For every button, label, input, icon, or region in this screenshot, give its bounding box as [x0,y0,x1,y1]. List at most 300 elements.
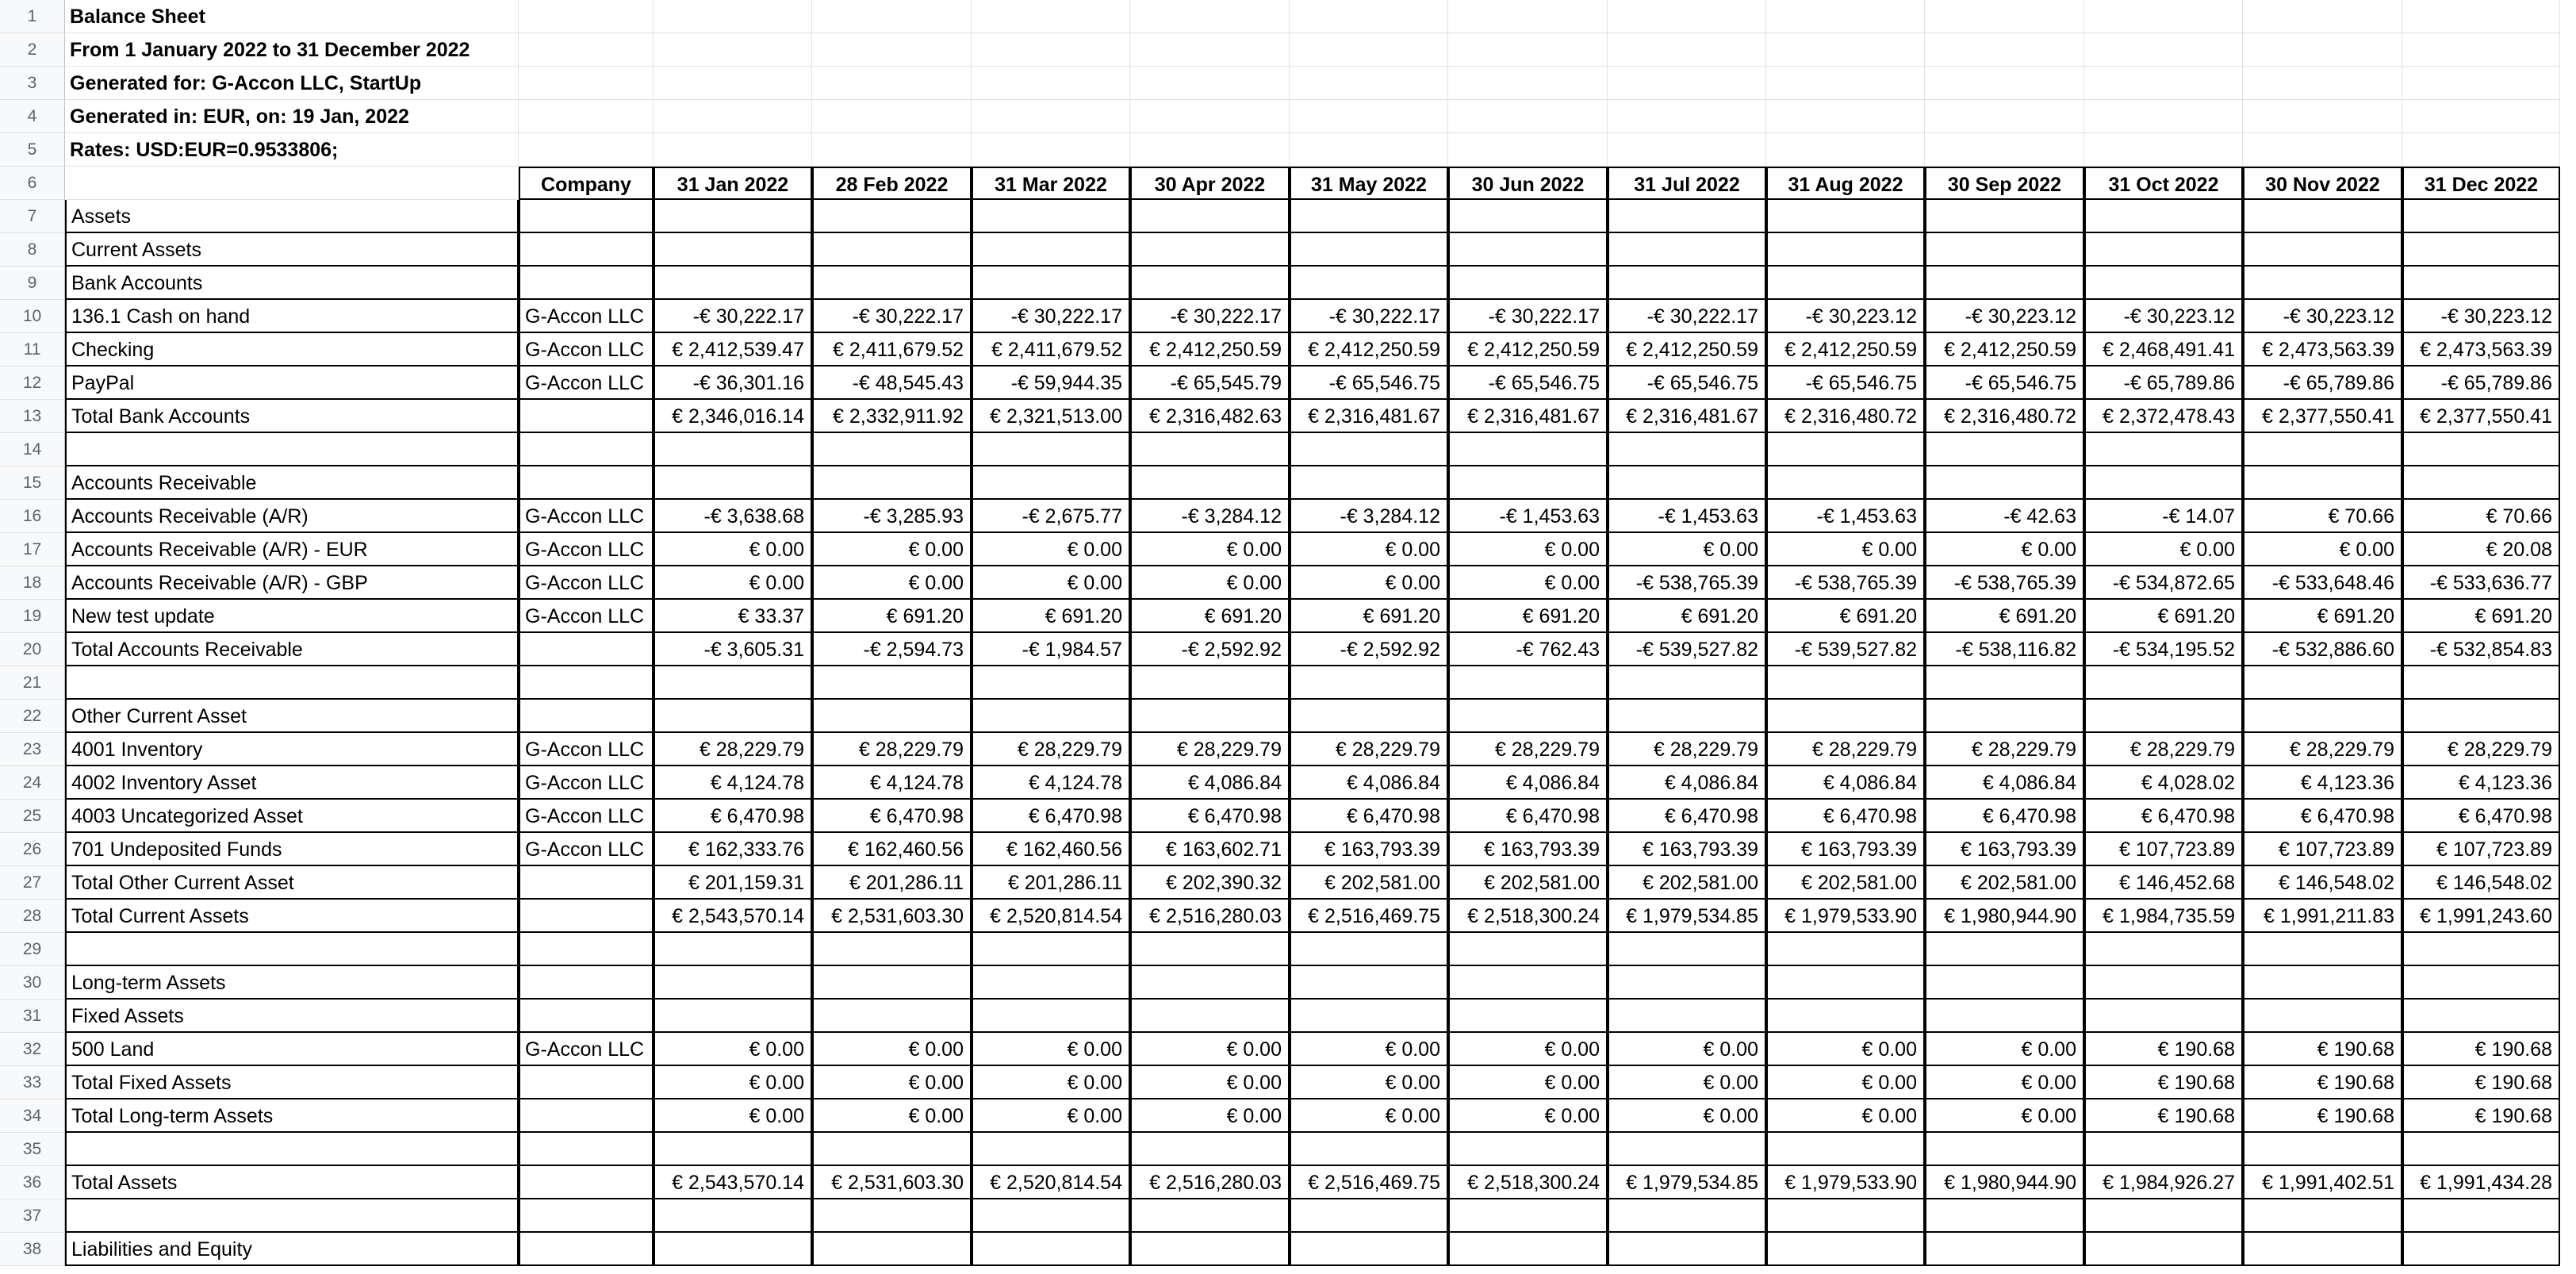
empty-cell[interactable] [1130,200,1290,233]
amount-cell[interactable]: € 190.68 [2243,1033,2402,1066]
amount-cell[interactable]: € 1,984,926.27 [2084,1166,2243,1199]
amount-cell[interactable]: € 691.20 [1130,600,1290,633]
row-number[interactable]: 27 [0,866,65,900]
empty-cell[interactable] [2402,267,2560,300]
amount-cell[interactable]: € 0.00 [1448,1066,1608,1099]
empty-cell[interactable] [812,267,972,300]
amount-cell[interactable]: € 6,470.98 [1130,800,1290,833]
empty-cell[interactable] [1290,666,1448,700]
empty-cell[interactable] [1290,33,1448,67]
amount-cell[interactable]: € 1,979,534.85 [1608,1166,1766,1199]
amount-cell[interactable]: -€ 30,222.17 [812,300,972,333]
amount-cell[interactable]: € 0.00 [1448,1099,1608,1133]
amount-cell[interactable]: € 2,412,250.59 [1130,333,1290,366]
amount-cell[interactable]: € 6,470.98 [2243,800,2402,833]
empty-cell[interactable] [812,700,972,733]
company-cell[interactable] [519,400,654,433]
account-label-cell[interactable]: Accounts Receivable (A/R) - GBP [65,566,519,600]
empty-cell[interactable] [2084,100,2243,133]
amount-cell[interactable]: € 4,124.78 [812,766,972,800]
empty-cell[interactable] [2402,233,2560,267]
row-number[interactable]: 11 [0,333,65,366]
empty-cell[interactable] [654,933,812,966]
amount-cell[interactable]: -€ 65,546.75 [1766,366,1925,400]
amount-cell[interactable]: € 0.00 [654,1066,812,1099]
amount-cell[interactable]: € 28,229.79 [972,733,1130,766]
amount-cell[interactable]: € 691.20 [2084,600,2243,633]
amount-cell[interactable]: € 1,979,533.90 [1766,900,1925,933]
company-cell[interactable] [519,200,654,233]
amount-cell[interactable]: € 1,991,211.83 [2243,900,2402,933]
empty-cell[interactable] [1925,33,2084,67]
report-meta-cell[interactable]: Balance Sheet [65,0,519,33]
amount-cell[interactable]: € 1,991,434.28 [2402,1166,2560,1199]
amount-cell[interactable]: -€ 1,984.57 [972,633,1130,666]
row-number[interactable]: 18 [0,566,65,600]
empty-cell[interactable] [1766,1233,1925,1266]
account-label-cell[interactable]: Total Bank Accounts [65,400,519,433]
amount-cell[interactable]: -€ 534,872.65 [2084,566,2243,600]
empty-cell[interactable] [1448,200,1608,233]
amount-cell[interactable]: € 201,159.31 [654,866,812,900]
account-label-cell[interactable] [65,933,519,966]
row-number[interactable]: 10 [0,300,65,333]
amount-cell[interactable]: -€ 30,223.12 [2084,300,2243,333]
company-cell[interactable] [519,700,654,733]
amount-cell[interactable]: € 2,518,300.24 [1448,900,1608,933]
amount-cell[interactable]: € 1,991,243.60 [2402,900,2560,933]
amount-cell[interactable]: -€ 48,545.43 [812,366,972,400]
company-cell[interactable] [519,466,654,500]
empty-cell[interactable] [654,100,812,133]
empty-cell[interactable] [972,267,1130,300]
amount-cell[interactable]: € 4,086.84 [1925,766,2084,800]
amount-cell[interactable]: € 146,548.02 [2402,866,2560,900]
company-cell[interactable] [519,1199,654,1233]
row-number[interactable]: 12 [0,366,65,400]
account-label-cell[interactable] [65,666,519,700]
amount-cell[interactable]: € 2,531,603.30 [812,1166,972,1199]
amount-cell[interactable]: € 107,723.89 [2243,833,2402,866]
empty-cell[interactable] [654,33,812,67]
amount-cell[interactable]: € 0.00 [812,1033,972,1066]
empty-cell[interactable] [654,200,812,233]
amount-cell[interactable]: € 146,548.02 [2243,866,2402,900]
empty-cell[interactable] [812,233,972,267]
amount-cell[interactable]: € 0.00 [654,533,812,566]
report-meta-cell[interactable]: From 1 January 2022 to 31 December 2022 [65,33,519,67]
row-number[interactable]: 4 [0,100,65,133]
account-label-cell[interactable]: Liabilities and Equity [65,1233,519,1266]
amount-cell[interactable]: € 28,229.79 [1448,733,1608,766]
empty-cell[interactable] [2084,0,2243,33]
amount-cell[interactable]: € 162,460.56 [812,833,972,866]
amount-cell[interactable]: -€ 65,789.86 [2084,366,2243,400]
empty-cell[interactable] [2084,233,2243,267]
amount-cell[interactable]: -€ 59,944.35 [972,366,1130,400]
amount-cell[interactable]: € 2,316,481.67 [1608,400,1766,433]
account-label-cell[interactable]: Assets [65,200,519,233]
amount-cell[interactable]: € 691.20 [2402,600,2560,633]
amount-cell[interactable]: € 107,723.89 [2402,833,2560,866]
empty-cell[interactable] [1608,1133,1766,1166]
amount-cell[interactable]: € 202,581.00 [1608,866,1766,900]
account-label-cell[interactable]: Checking [65,333,519,366]
company-cell[interactable] [519,633,654,666]
amount-cell[interactable]: € 2,473,563.39 [2243,333,2402,366]
empty-cell[interactable] [2243,666,2402,700]
empty-cell[interactable] [812,666,972,700]
empty-cell[interactable] [2243,200,2402,233]
empty-cell[interactable] [2243,0,2402,33]
empty-cell[interactable] [1290,1233,1448,1266]
empty-cell[interactable] [2084,433,2243,466]
row-number[interactable]: 13 [0,400,65,433]
empty-cell[interactable] [1608,433,1766,466]
company-cell[interactable] [519,866,654,900]
empty-cell[interactable] [519,0,654,33]
amount-cell[interactable]: € 190.68 [2243,1099,2402,1133]
empty-cell[interactable] [1130,133,1290,167]
empty-cell[interactable] [2402,1233,2560,1266]
amount-cell[interactable]: € 0.00 [1290,533,1448,566]
amount-cell[interactable]: € 691.20 [2243,600,2402,633]
amount-cell[interactable]: € 0.00 [972,566,1130,600]
amount-cell[interactable]: -€ 762.43 [1448,633,1608,666]
amount-cell[interactable]: € 28,229.79 [2084,733,2243,766]
empty-cell[interactable] [2243,67,2402,100]
amount-cell[interactable]: € 4,086.84 [1448,766,1608,800]
empty-cell[interactable] [1290,433,1448,466]
company-cell[interactable]: G-Accon LLC [519,566,654,600]
empty-cell[interactable] [972,33,1130,67]
empty-cell[interactable] [972,233,1130,267]
amount-cell[interactable]: € 2,377,550.41 [2402,400,2560,433]
amount-cell[interactable]: -€ 2,675.77 [972,500,1130,533]
empty-cell[interactable] [812,200,972,233]
amount-cell[interactable]: € 0.00 [654,1033,812,1066]
empty-cell[interactable] [654,1000,812,1033]
amount-cell[interactable]: € 162,460.56 [972,833,1130,866]
empty-cell[interactable] [1608,666,1766,700]
amount-cell[interactable]: € 2,316,481.67 [1290,400,1448,433]
empty-cell[interactable] [1608,267,1766,300]
empty-cell[interactable] [2402,67,2560,100]
company-cell[interactable] [519,1000,654,1033]
month-header[interactable]: 31 Jan 2022 [654,167,812,200]
empty-cell[interactable] [1130,33,1290,67]
report-meta-cell[interactable]: Generated for: G-Accon LLC, StartUp [65,67,519,100]
amount-cell[interactable]: € 691.20 [1925,600,2084,633]
amount-cell[interactable]: -€ 532,886.60 [2243,633,2402,666]
amount-cell[interactable]: -€ 30,222.17 [1608,300,1766,333]
amount-cell[interactable]: € 691.20 [1290,600,1448,633]
amount-cell[interactable]: -€ 3,285.93 [812,500,972,533]
empty-cell[interactable] [654,267,812,300]
amount-cell[interactable]: -€ 538,765.39 [1608,566,1766,600]
empty-cell[interactable] [1925,933,2084,966]
amount-cell[interactable]: € 2,516,469.75 [1290,900,1448,933]
row-number[interactable]: 5 [0,133,65,167]
amount-cell[interactable]: € 28,229.79 [1290,733,1448,766]
empty-cell[interactable] [1130,966,1290,1000]
amount-cell[interactable]: € 691.20 [972,600,1130,633]
empty-cell[interactable] [1290,200,1448,233]
empty-cell[interactable] [972,67,1130,100]
empty-cell[interactable] [654,666,812,700]
report-meta-cell[interactable]: Generated in: EUR, on: 19 Jan, 2022 [65,100,519,133]
amount-cell[interactable]: € 0.00 [1448,1033,1608,1066]
empty-cell[interactable] [2084,1133,2243,1166]
amount-cell[interactable]: € 190.68 [2402,1033,2560,1066]
amount-cell[interactable]: -€ 3,284.12 [1130,500,1290,533]
company-header[interactable]: Company [519,167,654,200]
amount-cell[interactable]: € 0.00 [972,1033,1130,1066]
row-number[interactable]: 19 [0,600,65,633]
amount-cell[interactable]: -€ 1,453.63 [1448,500,1608,533]
amount-cell[interactable]: -€ 538,765.39 [1925,566,2084,600]
row-number[interactable]: 21 [0,666,65,700]
amount-cell[interactable]: € 691.20 [1766,600,1925,633]
row-number[interactable]: 16 [0,500,65,533]
amount-cell[interactable]: € 4,086.84 [1766,766,1925,800]
company-cell[interactable] [519,1166,654,1199]
empty-cell[interactable] [1130,466,1290,500]
amount-cell[interactable]: € 28,229.79 [2402,733,2560,766]
amount-cell[interactable]: € 6,470.98 [2402,800,2560,833]
empty-cell[interactable] [654,466,812,500]
empty-cell[interactable] [972,1133,1130,1166]
amount-cell[interactable]: € 691.20 [1608,600,1766,633]
amount-cell[interactable]: € 2,372,478.43 [2084,400,2243,433]
row-number[interactable]: 6 [0,167,65,200]
amount-cell[interactable]: € 2,316,481.67 [1448,400,1608,433]
amount-cell[interactable]: -€ 533,648.46 [2243,566,2402,600]
empty-cell[interactable] [1130,1199,1290,1233]
empty-cell[interactable] [1925,233,2084,267]
empty-cell[interactable] [1608,1000,1766,1033]
empty-cell[interactable] [1925,433,2084,466]
amount-cell[interactable]: € 0.00 [812,1066,972,1099]
account-label-cell[interactable]: Current Assets [65,233,519,267]
empty-cell[interactable] [1925,666,2084,700]
amount-cell[interactable]: € 190.68 [2084,1099,2243,1133]
empty-cell[interactable] [1925,700,2084,733]
amount-cell[interactable]: -€ 30,223.12 [2402,300,2560,333]
amount-cell[interactable]: € 2,412,250.59 [1290,333,1448,366]
empty-cell[interactable] [812,100,972,133]
empty-cell[interactable] [2243,1199,2402,1233]
amount-cell[interactable]: -€ 2,592.92 [1130,633,1290,666]
amount-cell[interactable]: -€ 30,222.17 [1130,300,1290,333]
company-cell[interactable] [519,267,654,300]
row-number[interactable]: 23 [0,733,65,766]
amount-cell[interactable]: € 2,531,603.30 [812,900,972,933]
empty-cell[interactable] [972,433,1130,466]
amount-cell[interactable]: € 0.00 [1608,1099,1766,1133]
amount-cell[interactable]: € 70.66 [2243,500,2402,533]
company-cell[interactable] [519,900,654,933]
empty-cell[interactable] [812,1233,972,1266]
company-cell[interactable] [519,666,654,700]
empty-cell[interactable] [2084,1233,2243,1266]
amount-cell[interactable]: € 163,793.39 [1766,833,1925,866]
amount-cell[interactable]: € 2,412,250.59 [1608,333,1766,366]
empty-cell[interactable] [1448,433,1608,466]
empty-cell[interactable] [2402,700,2560,733]
company-cell[interactable]: G-Accon LLC [519,366,654,400]
amount-cell[interactable]: € 2,516,469.75 [1290,1166,1448,1199]
company-cell[interactable]: G-Accon LLC [519,800,654,833]
empty-cell[interactable] [972,466,1130,500]
amount-cell[interactable]: -€ 30,223.12 [1766,300,1925,333]
empty-cell[interactable] [2402,966,2560,1000]
amount-cell[interactable]: € 4,124.78 [972,766,1130,800]
amount-cell[interactable]: € 2,316,480.72 [1766,400,1925,433]
month-header[interactable]: 28 Feb 2022 [812,167,972,200]
empty-cell[interactable] [1766,33,1925,67]
amount-cell[interactable]: -€ 65,789.86 [2243,366,2402,400]
empty-cell[interactable] [1608,67,1766,100]
empty-cell[interactable] [1766,1199,1925,1233]
account-label-cell[interactable]: 4002 Inventory Asset [65,766,519,800]
empty-cell[interactable] [519,33,654,67]
empty-cell[interactable] [1925,1000,2084,1033]
amount-cell[interactable]: € 6,470.98 [1290,800,1448,833]
amount-cell[interactable]: -€ 30,222.17 [654,300,812,333]
empty-cell[interactable] [1925,267,2084,300]
empty-cell[interactable] [2084,700,2243,733]
empty-cell[interactable] [1448,0,1608,33]
empty-cell[interactable] [1925,67,2084,100]
amount-cell[interactable]: € 163,793.39 [1448,833,1608,866]
amount-cell[interactable]: -€ 539,527.82 [1766,633,1925,666]
amount-cell[interactable]: € 2,518,300.24 [1448,1166,1608,1199]
account-label-cell[interactable]: Total Other Current Asset [65,866,519,900]
amount-cell[interactable]: -€ 65,546.75 [1608,366,1766,400]
amount-cell[interactable]: € 0.00 [1130,533,1290,566]
empty-cell[interactable] [1608,0,1766,33]
empty-cell[interactable] [1766,233,1925,267]
empty-cell[interactable] [1766,100,1925,133]
amount-cell[interactable]: € 0.00 [1608,1066,1766,1099]
amount-cell[interactable]: € 163,793.39 [1608,833,1766,866]
amount-cell[interactable]: € 2,543,570.14 [654,900,812,933]
amount-cell[interactable]: € 0.00 [972,1066,1130,1099]
empty-cell[interactable] [1290,466,1448,500]
empty-cell[interactable] [1766,933,1925,966]
empty-cell[interactable] [1766,1133,1925,1166]
empty-cell[interactable] [1290,67,1448,100]
empty-cell[interactable] [2402,0,2560,33]
empty-cell[interactable] [2402,1000,2560,1033]
company-cell[interactable]: G-Accon LLC [519,600,654,633]
empty-cell[interactable] [1130,433,1290,466]
row-number[interactable]: 38 [0,1233,65,1266]
empty-cell[interactable] [2243,267,2402,300]
amount-cell[interactable]: € 190.68 [2084,1033,2243,1066]
account-label-cell[interactable] [65,1199,519,1233]
empty-cell[interactable] [519,100,654,133]
amount-cell[interactable]: € 201,286.11 [972,866,1130,900]
empty-cell[interactable] [1925,1133,2084,1166]
empty-cell[interactable] [1925,1233,2084,1266]
account-label-cell[interactable]: Total Assets [65,1166,519,1199]
empty-cell[interactable] [1130,0,1290,33]
row-number[interactable]: 35 [0,1133,65,1166]
empty-cell[interactable] [2084,33,2243,67]
company-cell[interactable] [519,1099,654,1133]
amount-cell[interactable]: € 0.00 [2084,533,2243,566]
amount-cell[interactable]: € 0.00 [1766,1099,1925,1133]
amount-cell[interactable]: € 28,229.79 [2243,733,2402,766]
empty-cell[interactable] [1448,666,1608,700]
empty-cell[interactable] [2084,1199,2243,1233]
empty-cell[interactable] [1448,1000,1608,1033]
empty-cell[interactable] [1925,200,2084,233]
empty-cell[interactable] [2402,433,2560,466]
empty-cell[interactable] [654,433,812,466]
empty-cell[interactable] [1290,700,1448,733]
amount-cell[interactable]: € 202,581.00 [1766,866,1925,900]
company-cell[interactable]: G-Accon LLC [519,833,654,866]
empty-cell[interactable] [654,0,812,33]
empty-cell[interactable] [1448,133,1608,167]
empty-cell[interactable] [1290,0,1448,33]
amount-cell[interactable]: € 4,028.02 [2084,766,2243,800]
amount-cell[interactable]: € 2,411,679.52 [972,333,1130,366]
amount-cell[interactable]: € 4,123.36 [2243,766,2402,800]
amount-cell[interactable]: € 691.20 [812,600,972,633]
row-number[interactable]: 2 [0,33,65,67]
amount-cell[interactable]: -€ 1,453.63 [1608,500,1766,533]
row-number[interactable]: 22 [0,700,65,733]
account-label-cell[interactable]: Bank Accounts [65,267,519,300]
company-cell[interactable]: G-Accon LLC [519,333,654,366]
empty-cell[interactable] [65,167,519,200]
empty-cell[interactable] [972,0,1130,33]
amount-cell[interactable]: € 33.37 [654,600,812,633]
month-header[interactable]: 31 Aug 2022 [1766,167,1925,200]
amount-cell[interactable]: € 0.00 [1130,1066,1290,1099]
month-header[interactable]: 31 Mar 2022 [972,167,1130,200]
empty-cell[interactable] [1925,466,2084,500]
empty-cell[interactable] [972,133,1130,167]
empty-cell[interactable] [1925,100,2084,133]
empty-cell[interactable] [1448,966,1608,1000]
company-cell[interactable]: G-Accon LLC [519,766,654,800]
company-cell[interactable]: G-Accon LLC [519,1033,654,1066]
amount-cell[interactable]: € 0.00 [654,1099,812,1133]
amount-cell[interactable]: -€ 65,546.75 [1448,366,1608,400]
empty-cell[interactable] [1448,1133,1608,1166]
empty-cell[interactable] [654,966,812,1000]
empty-cell[interactable] [1766,133,1925,167]
amount-cell[interactable]: € 0.00 [1290,566,1448,600]
amount-cell[interactable]: -€ 538,765.39 [1766,566,1925,600]
amount-cell[interactable]: € 1,984,735.59 [2084,900,2243,933]
amount-cell[interactable]: -€ 2,594.73 [812,633,972,666]
row-number[interactable]: 25 [0,800,65,833]
empty-cell[interactable] [1766,666,1925,700]
amount-cell[interactable]: € 0.00 [812,1099,972,1133]
empty-cell[interactable] [654,700,812,733]
amount-cell[interactable]: € 0.00 [812,566,972,600]
month-header[interactable]: 31 May 2022 [1290,167,1448,200]
amount-cell[interactable]: € 146,452.68 [2084,866,2243,900]
empty-cell[interactable] [2243,700,2402,733]
empty-cell[interactable] [1608,200,1766,233]
